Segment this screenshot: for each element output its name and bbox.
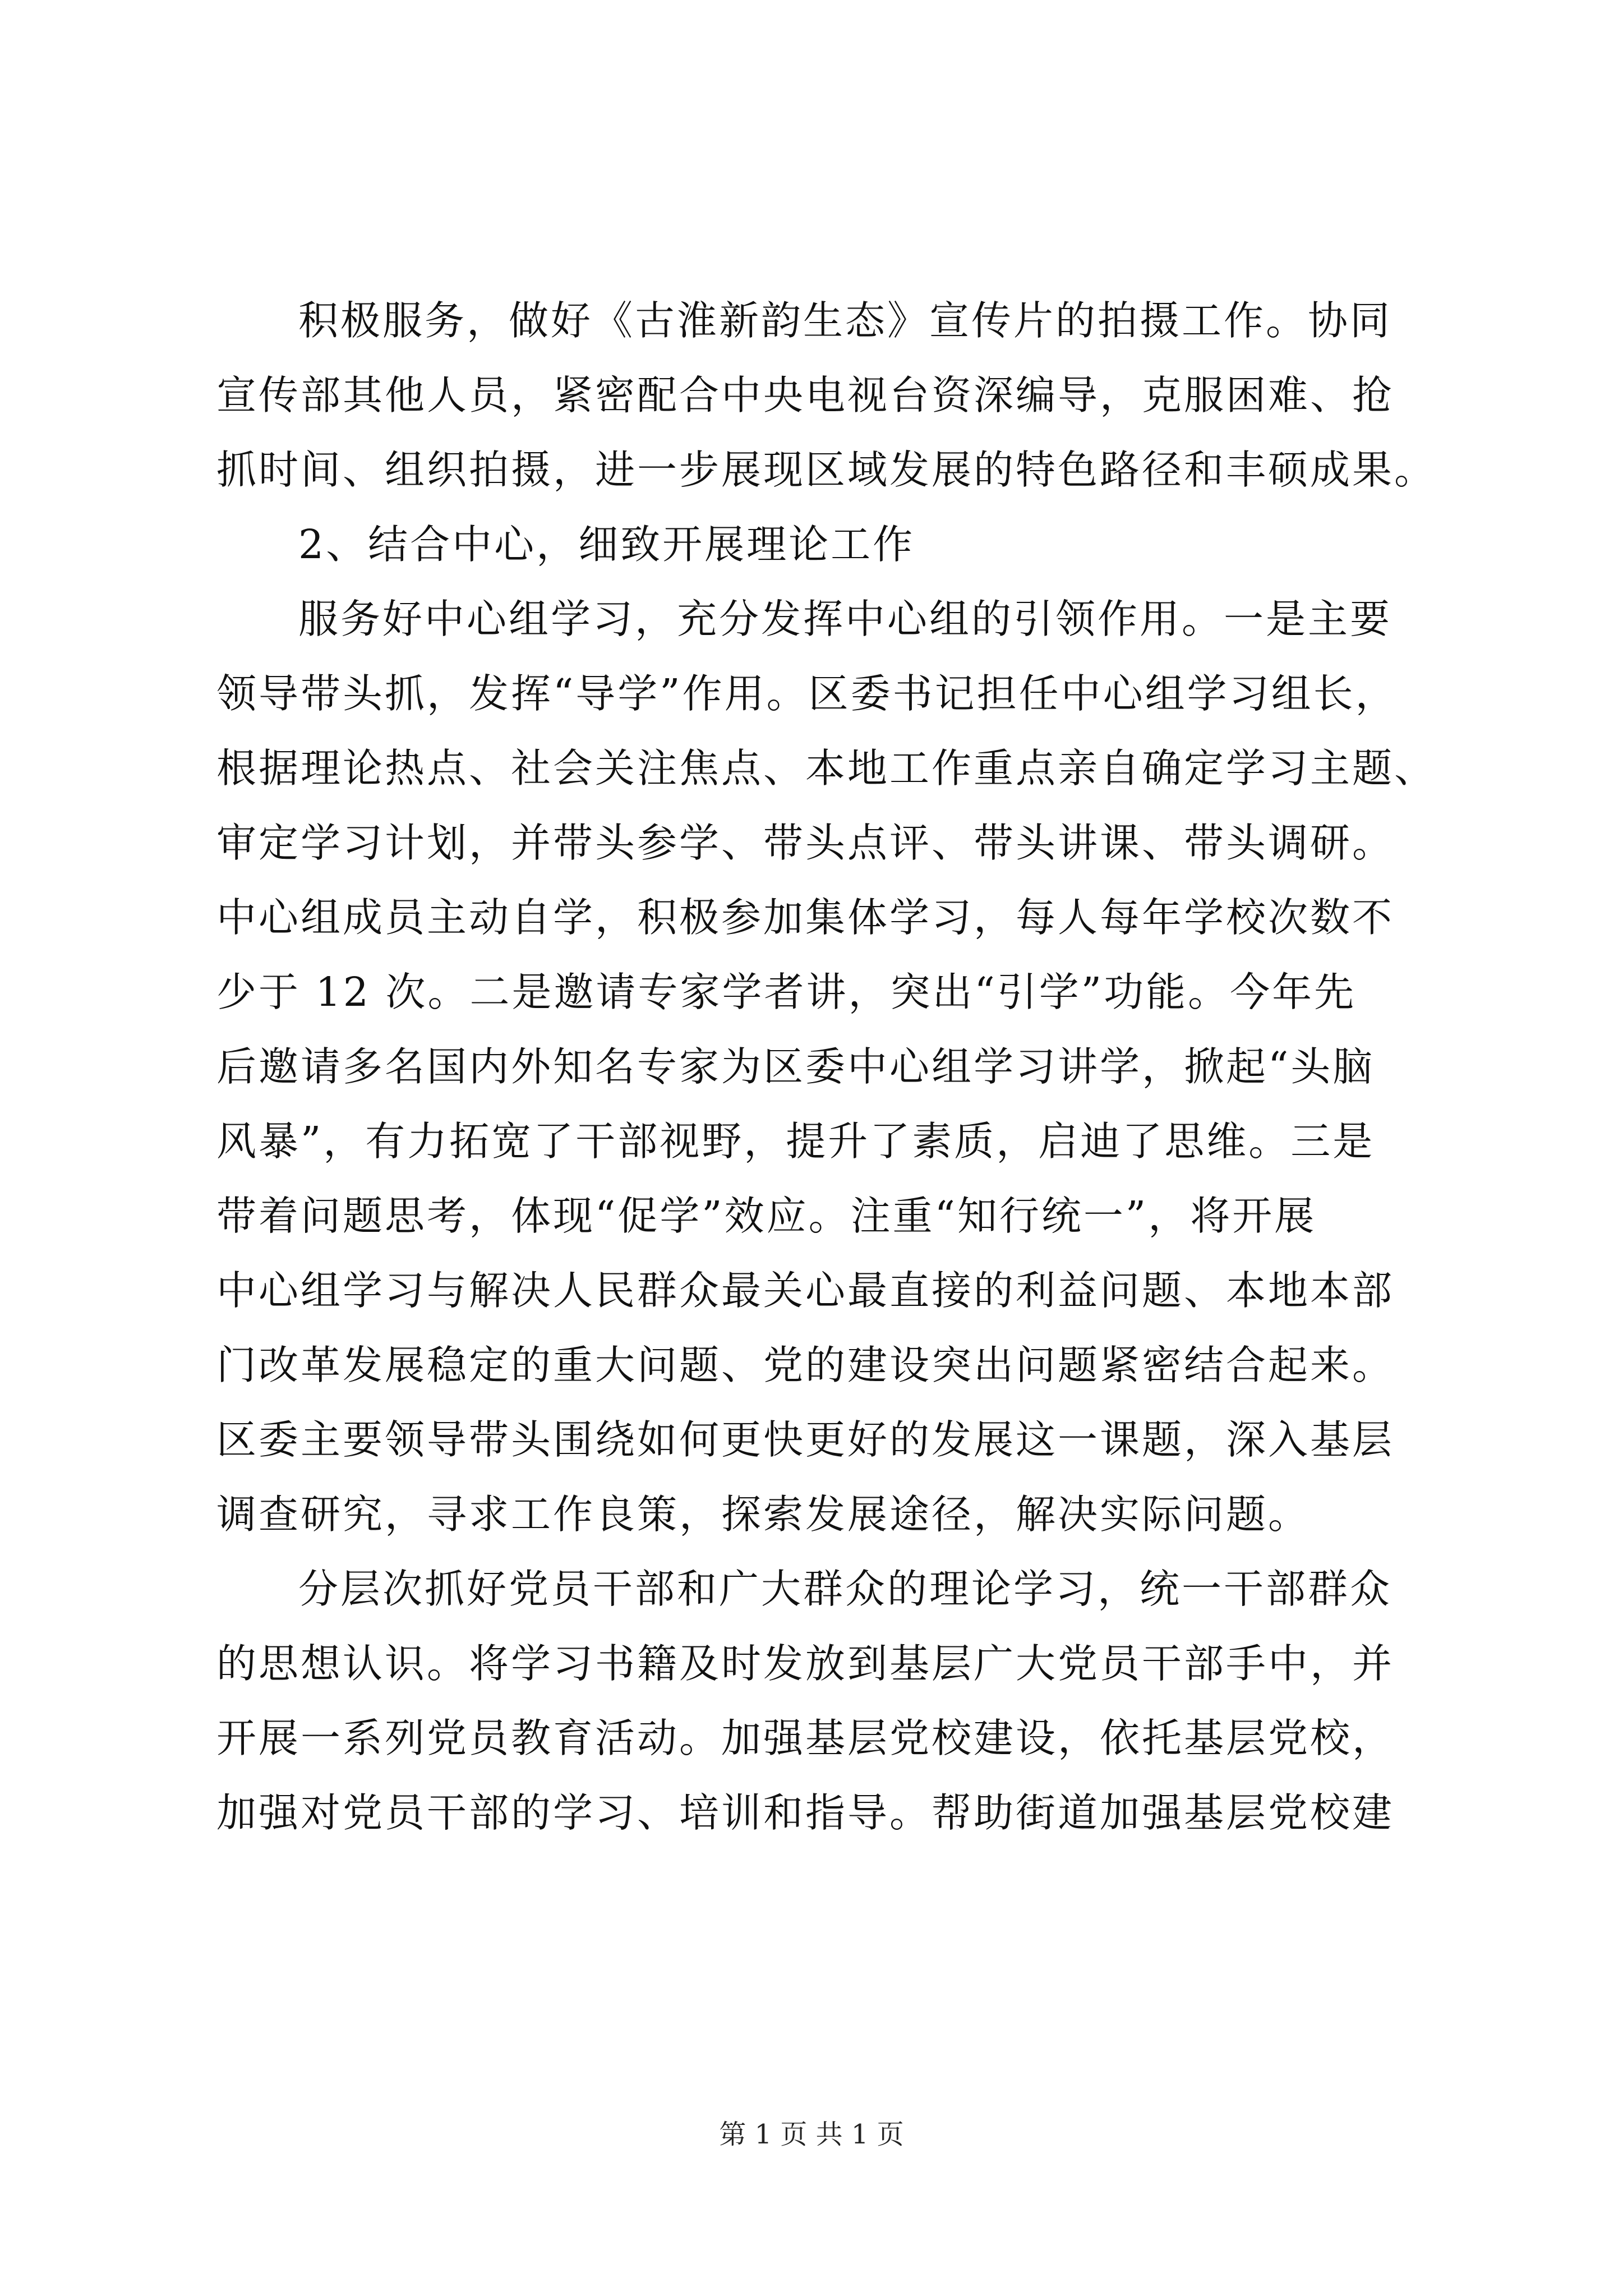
page-footer: 第 1 页 共 1 页 [719, 2119, 904, 2150]
text-line: 少于 12 次。二是邀请专家学者讲，突出“引学”功能。今年先 [216, 969, 1357, 1015]
text-line: 分层次抓好党员干部和广大群众的理论学习，统一干部群众 [298, 1566, 1393, 1612]
text-line: 根据理论热点、社会关注焦点、本地工作重点亲自确定学习主题、 [216, 745, 1437, 792]
text-line: 抓时间、组织拍摄，进一步展现区域发展的特色路径和丰硕成果。 [216, 447, 1437, 493]
text-line: 服务好中心组学习，充分发挥中心组的引领作用。一是主要 [298, 596, 1393, 642]
text-line: 调查研究，寻求工作良策，探索发展途径，解决实际问题。 [216, 1491, 1311, 1538]
text-line: 加强对党员干部的学习、培训和指导。帮助街道加强基层党校建 [216, 1789, 1395, 1836]
text-line: 区委主要领导带头围绕如何更快更好的发展这一课题，深入基层 [216, 1416, 1395, 1463]
text-line: 带着问题思考，体现“促学”效应。注重“知行统一”，将开展 [216, 1193, 1317, 1239]
text-line: 审定学习计划，并带头参学、带头点评、带头讲课、带头调研。 [216, 820, 1395, 866]
text-line: 领导带头抓，发挥“导学”作用。区委书记担任中心组学习组长， [216, 670, 1398, 717]
text-line: 后邀请多名国内外知名专家为区委中心组学习讲学，掀起“头脑 [216, 1043, 1375, 1090]
text-line: 积极服务，做好《古淮新韵生态》宣传片的拍摄工作。协同 [298, 297, 1393, 344]
text-line: 宣传部其他人员，紧密配合中央电视台资深编导，克服困难、抢 [216, 372, 1395, 418]
text-line: 中心组学习与解决人民群众最关心最直接的利益问题、本地本部 [216, 1267, 1395, 1314]
section-heading: 2、结合中心，细致开展理论工作 [298, 521, 915, 568]
text-line: 中心组成员主动自学，积极参加集体学习，每人每年学校次数不 [216, 894, 1395, 941]
text-line: 开展一系列党员教育活动。加强基层党校建设，依托基层党校， [216, 1715, 1395, 1761]
text-line: 风暴”，有力拓宽了干部视野，提升了素质，启迪了思维。三是 [216, 1118, 1375, 1165]
document-body [216, 283, 1437, 1850]
text-line: 门改革发展稳定的重大问题、党的建设突出问题紧密结合起来。 [216, 1342, 1395, 1388]
text-line: 的思想认识。将学习书籍及时发放到基层广大党员干部手中，并 [216, 1640, 1395, 1687]
